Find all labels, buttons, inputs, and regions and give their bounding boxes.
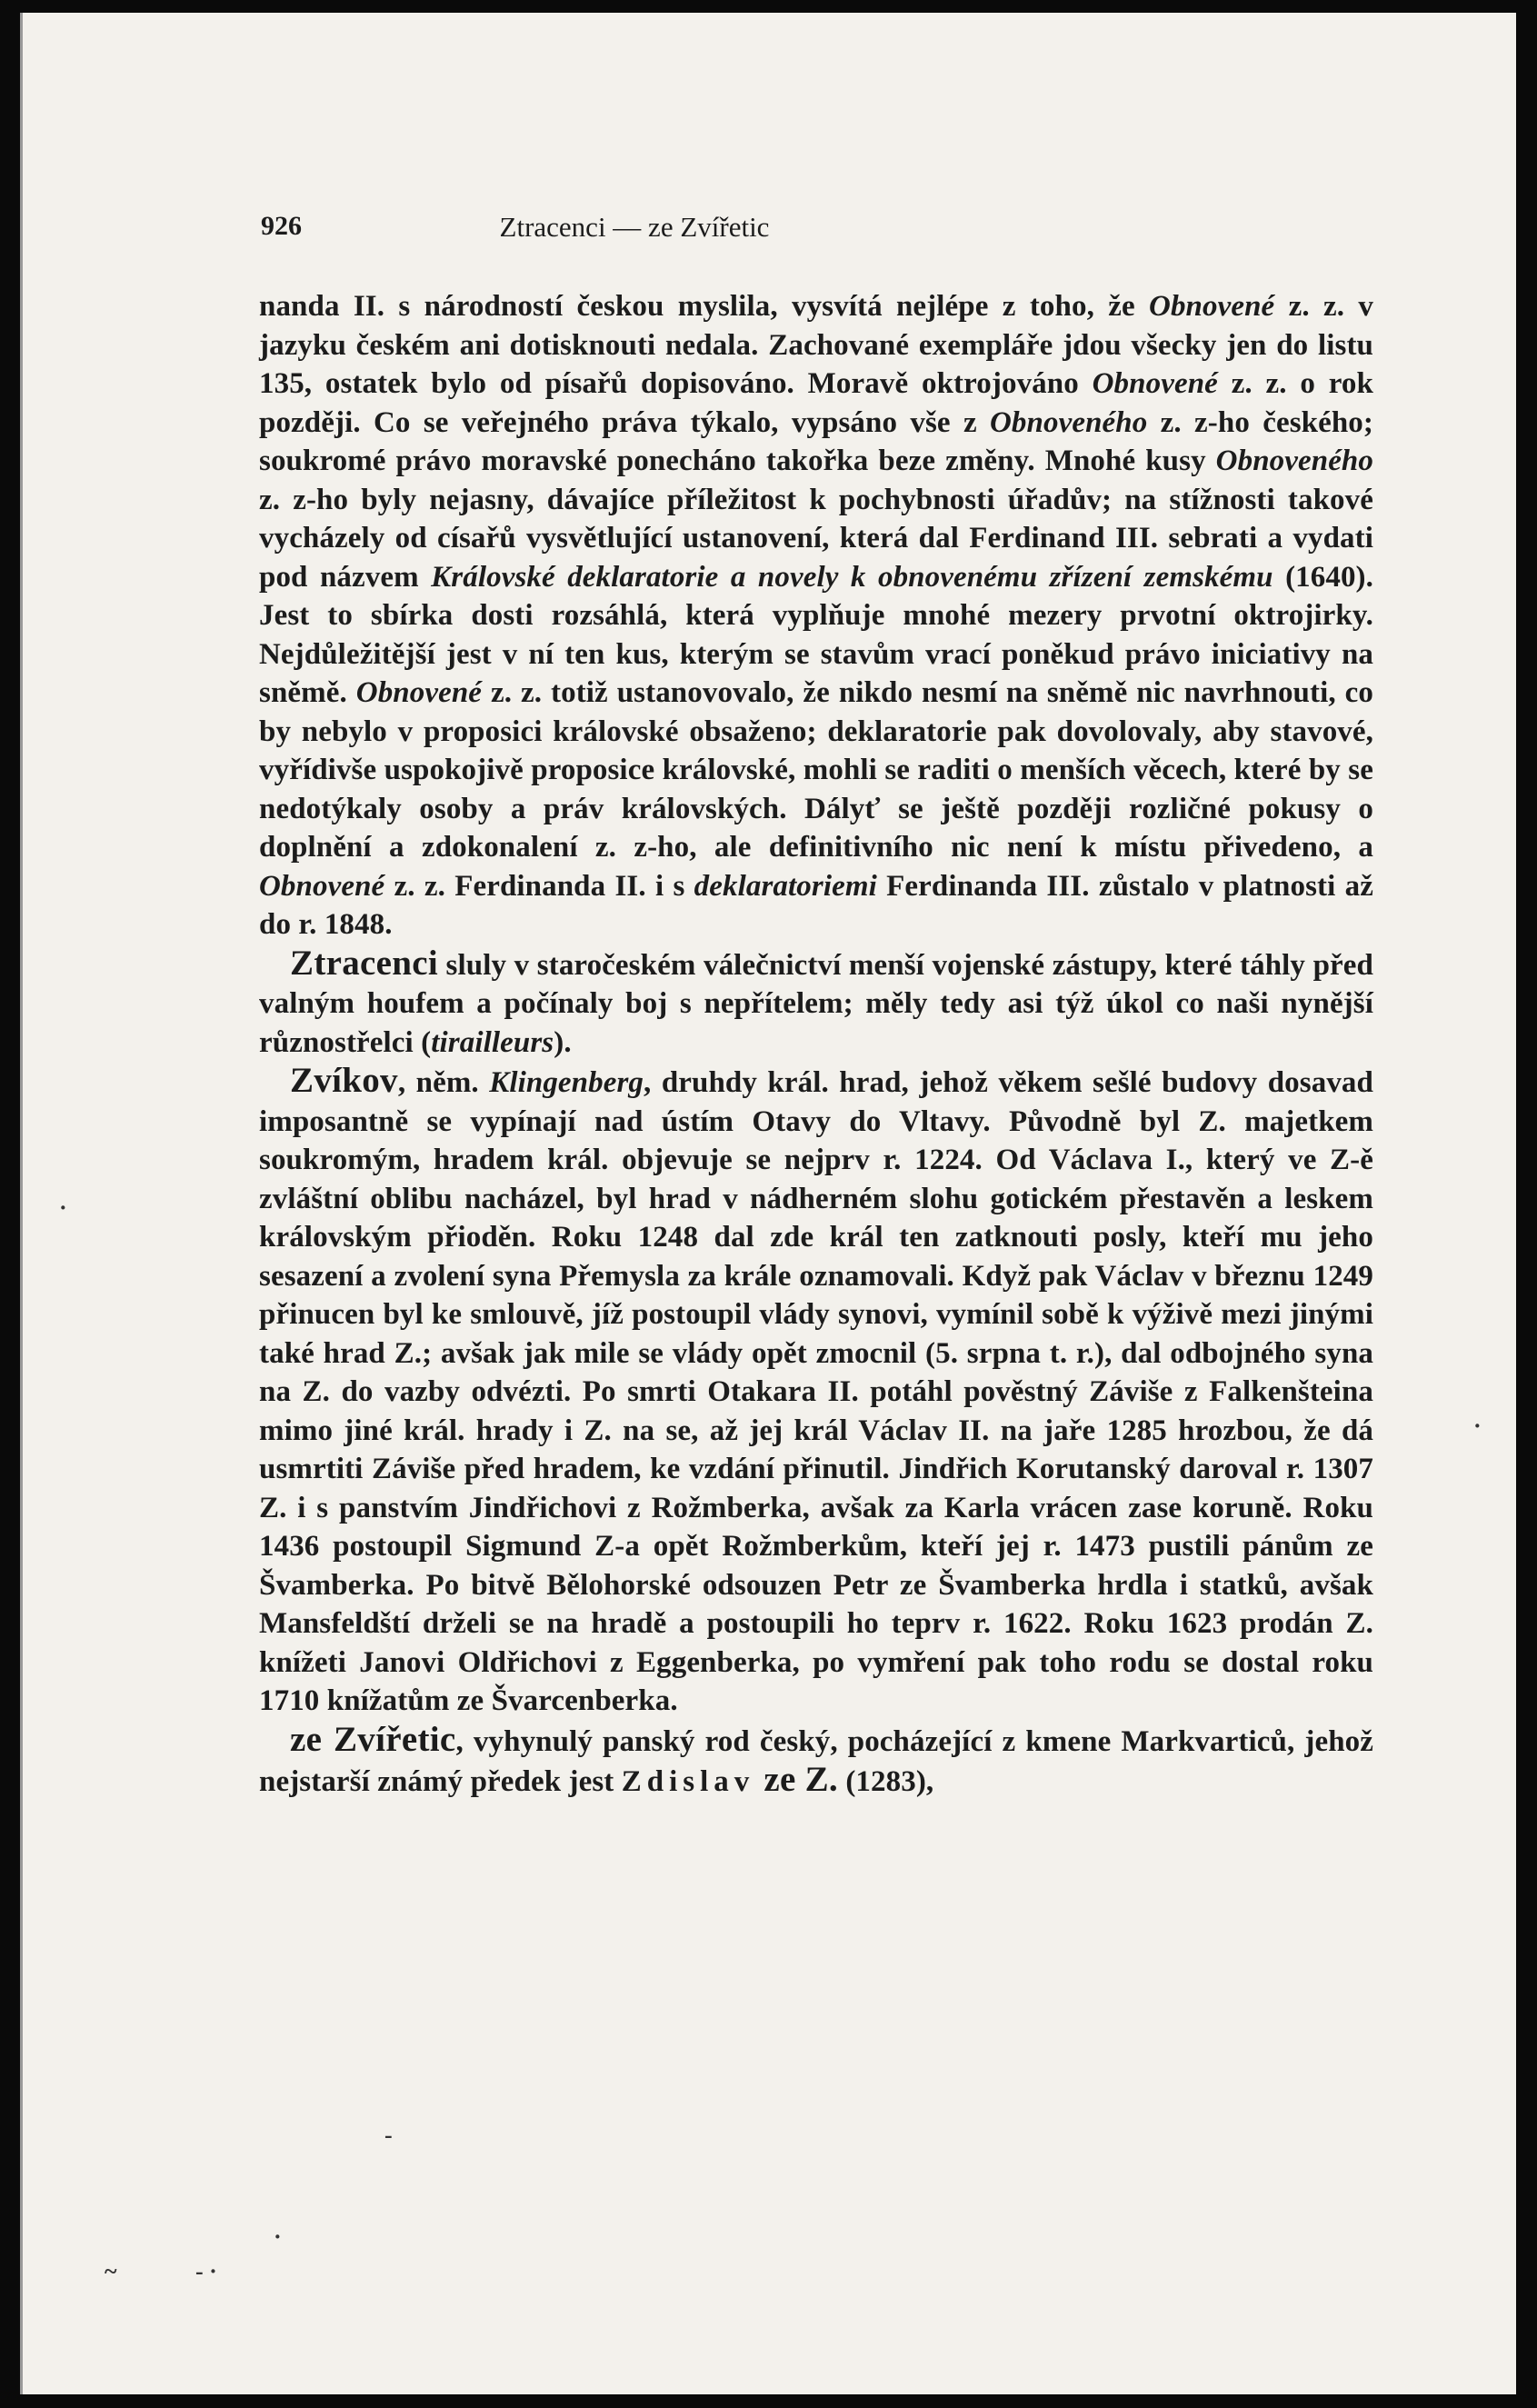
text-run: z. z. Ferdinanda II. i s: [384, 869, 694, 903]
text-run: (1640). Jest to sbírka dosti rozsáhlá, která vyplňuje mnohé mezery prvotní oktrojirky. Nejdůležitější jest v ní ten kus, kterým se stavům vrací poněkud právo iniciativy na sněmě.: [259, 560, 1373, 709]
italic-title: Obnovené: [1092, 367, 1218, 400]
italic-title: Obnovené: [1149, 290, 1275, 323]
text-run: nanda II. s národností českou myslila, vysvítá nejlépe z toho, že: [259, 290, 1150, 323]
italic-term: Klingenberg: [489, 1066, 644, 1099]
text-run: , vyhynulý panský rod český, pocházející z kmene Markvarticů, jehož nejstarší známý předek jest: [259, 1724, 1373, 1798]
running-title: Ztracenci — ze Zvířetic: [499, 211, 770, 243]
entry-term: ze Zvířetic: [290, 1719, 456, 1759]
italic-title: Obnovené: [259, 869, 385, 903]
entry-zvikov: [259, 1062, 1373, 1721]
text-run: z. z-ho byly nejasny, dávajíce příležitost k pochybnosti úřadův; na stížnosti takové vycházely od císařů vysvětlující ustanovení, která dal Ferdinand III. sebrati a vydati pod názvem: [259, 483, 1373, 594]
italic-title: Obnoveného: [990, 405, 1148, 439]
entry-term-repeat: ze Z.: [754, 1760, 838, 1799]
italic-title: deklaratoriemi: [694, 869, 877, 903]
text-run: (1283),: [837, 1765, 934, 1798]
text-run: z. z. totiž ustanovovalo, že nikdo nesmí na sněmě nic navrhnouti, co by nebylo v proposici královské obsaženo; deklaratorie pak dovolovaly, aby stavové, vyřídivše uspokojivě proposice královské, mohli se raditi o menších věcech, které by se nedotýkaly osoby a práv královských. Dályť se ještě později rozličné pokusy o doplnění a zdokonalení z. z-ho, ale definitivního nic není k místu přivedeno, a: [259, 676, 1373, 864]
text-run: , druhdy král. hrad, jehož věkem sešlé budovy dosavad imposantně se vypínají nad ústím Otavy do Vltavy. Původně byl Z. majetkem soukromým, hradem král. objevuje se nejprv r. 1224. Od Václava I., který ve Z-ě zvláštní oblibu nacházel, byl hrad v nádherném slohu gotickém přestavěn a leskem královským přioděn. Roku 1248 dal zde král ten zatknouti posly, kteří mu jeho sesazení a zvolení syna Přemysla za krále oznamovali. Když pak Václav v březnu 1249 přinucen byl ke smlouvě, jíž postoupil vlády synovi, vymínil sobě k výživě mezi jinými také hrad Z.; avšak jak mile se vlády opět zmocnil (5. srpna t. r.), dal odbojného syna na Z. do vazby odvézti. Po smrti Otakara II. potáhl pověstný Záviše z Falkenšteina mimo jiné král. hrady i Z. na se, až jej král Václav II. na jaře 1285 hrozbou, že dá usmrtiti Záviše před hradem, ke vzdání přinutil. Jindřich Korutanský daroval r. 1307 Z. i s panstvím Jindřichovi z Rožmberka, avšak za Karla vrácen zase koruně. Roku 1436 postoupil Sigmund Z-a opět Rožmberkům, kteří jej r. 1473 pustili pánům ze Švamberka. Po bitvě Bělohorské odsouzen Petr ze Švamberka hrdla i statků, avšak Mansfeldští drželi se na hradě a postoupili ho teprv r. 1622. Roku 1623 prodán Z. knížeti Janovi Oldřichovi z Eggenberka, po vymření pak toho rodu se dostal roku 1710 knížatům ze Švarcenberka.: [259, 1066, 1373, 1717]
entry-ze-zviretic: [259, 1721, 1373, 1802]
text-run: sluly v staročeském válečnictví menší vojenské zástupy, které táhly před valným houfem a počínaly boj s nepřítelem; měly tedy asi týž úkol co naši nynější různostřelci (: [259, 948, 1373, 1059]
entry-ztracenci: [259, 944, 1373, 1063]
page-header: [261, 211, 1008, 247]
book-page: 926 Ztracenci — ze Zvířetic nanda II. s národností českou myslila, vysvítá nejlépe z toho, že Obnovené z. z. v jazyku českém ani dotisknouti nedala. Zachované exempláře jdou všecky jen do listu 135, ostatek bylo od písařů dopisováno. Moravě oktrojováno Obnovené z. z. o rok později. Co se veřejného práva týkalo, vypsáno vše z Obnoveného z. z-ho českého; soukromé právo moravské ponecháno takořka beze změny. Mnohé kusy Obnoveného z. z-ho byly nejasny, dávajíce příležitost k pochybnosti úřadův; na stížnosti takové vycházely od císařů vysvětlující ustanovení, která dal Ferdinand III. sebrati a vydati pod názvem Královské deklaratorie a novely k obnovenému zřízení zemskému (1640). Jest to sbírka dosti rozsáhlá, která vyplňuje mnohé mezery prvotní oktrojirky. Nejdůležitější jest v ní ten kus, kterým se stavům vrací poněkud právo iniciativy na sněmě. Obnovené z. z. totiž ustanovovalo, že nikdo nesmí na sněmě nic navrhnouti, co by nebylo v proposici královské obsaženo; deklaratorie pak dovolovaly, aby stavové, vyřídivše uspokojivě proposice královské, mohli se raditi o menších věcech, které by se nedotýkaly osoby a práv královských. Dályť se ještě později rozličné pokusy o doplnění a zdokonalení z. z-ho, ale definitivního nic není k místu přivedeno, a Obnovené z. z. Ferdinanda II. i s deklaratoriemi Ferdinanda III. zůstalo v platnosti až do r. 1848. Ztracenci sluly v staročeském válečnictví menší vojenské zástupy, které táhly před valným houfem a počínaly boj s nepřítelem; měly tedy asi týž úkol co naši nynější různostřelci (tirailleurs). Zvíkov, něm. Klingenberg, druhdy král. hrad, jehož věkem sešlé budovy dosavad imposantně se vypínají nad ústím Otavy do Vltavy. Původně byl Z. majetkem soukromým, hradem král. objevuje se nejprv r. 1224. Od Václava I., který ve Z-ě zvláštní oblibu nacházel, byl hrad v nádherném slohu gotickém přestavěn a leskem královským přioděn. Roku 1248 dal zde král ten zatknouti posly, kteří mu jeho sesazení a zvolení syna Přemysla za krále oznamovali. Když pak Václav v březnu 1249 přinucen byl ke smlouvě, jíž postoupil vlády synovi, vymínil sobě k výživě mezi jinými také hrad Z.; avšak jak mile se vlády opět zmocnil (5. srpna t. r.), dal odbojného syna na Z. do vazby odvézti. Po smrti Otakara II. potáhl pověstný Záviše z Falkenšteina mimo jiné král. hrady i Z. na se, až jej král Václav II. na jaře 1285 hrozbou, že dá usmrtiti Záviše před hradem, ke vzdání přinutil. Jindřich Korutanský daroval r. 1307 Z. i s panstvím Jindřichovi z Rožmberka, avšak za Karla vrácen zase koruně. Roku 1436 postoupil Sigmund Z-a opět Rožmberkům, kteří jej r. 1473 pustili pánům ze Švamberka. Po bitvě Bělohorské odsouzen Petr ze Švamberka hrdla i statků, avšak Mansfeldští drželi se na hradě a postoupili ho teprv r. 1622. Roku 1623 prodán Z. knížeti Janovi Oldřichovi z Eggenberka, po vymření pak toho rodu se dostal roku 1710 knížatům ze Švarcenberka. ze Zvířetic, vyhynulý panský rod český, pocházející z kmene Markvarticů, jehož nejstarší známý předek jest Zdislav ze Z. (1283), - · ~ - · · ·: [20, 13, 1516, 2394]
italic-term: tirailleurs: [431, 1025, 554, 1059]
italic-title: Královské deklaratorie a novely k obnovenému zřízení zemskému: [431, 560, 1273, 594]
text-run: z. z. v jazyku českém ani dotisknouti nedala. Zachované exempláře jdou všecky jen do listu 135, ostatek bylo od písařů dopisováno. Moravě oktrojováno: [259, 290, 1373, 400]
text-run: Ferdinanda III. zůstalo v platnosti až do r. 1848.: [259, 869, 1373, 941]
italic-title: Obnovené: [355, 676, 483, 709]
text-run: z. z. o rok později. Co se veřejného práva týkalo, vypsáno vše z: [259, 367, 1373, 439]
text-run: ).: [554, 1025, 572, 1059]
text-run: , něm.: [397, 1066, 490, 1099]
paragraph-obnovene-zrizeni: [259, 287, 1373, 944]
article-text: [259, 287, 1373, 1802]
entry-term: Ztracenci: [290, 943, 438, 983]
page-number: 926: [261, 211, 302, 241]
text-run: z. z-ho českého; soukromé právo moravské ponecháno takořka beze změny. Mnohé kusy: [259, 405, 1373, 477]
italic-title: Obnoveného: [1215, 445, 1373, 477]
entry-term: Zvíkov: [290, 1061, 398, 1100]
spaced-name: Zdislav: [621, 1765, 755, 1798]
